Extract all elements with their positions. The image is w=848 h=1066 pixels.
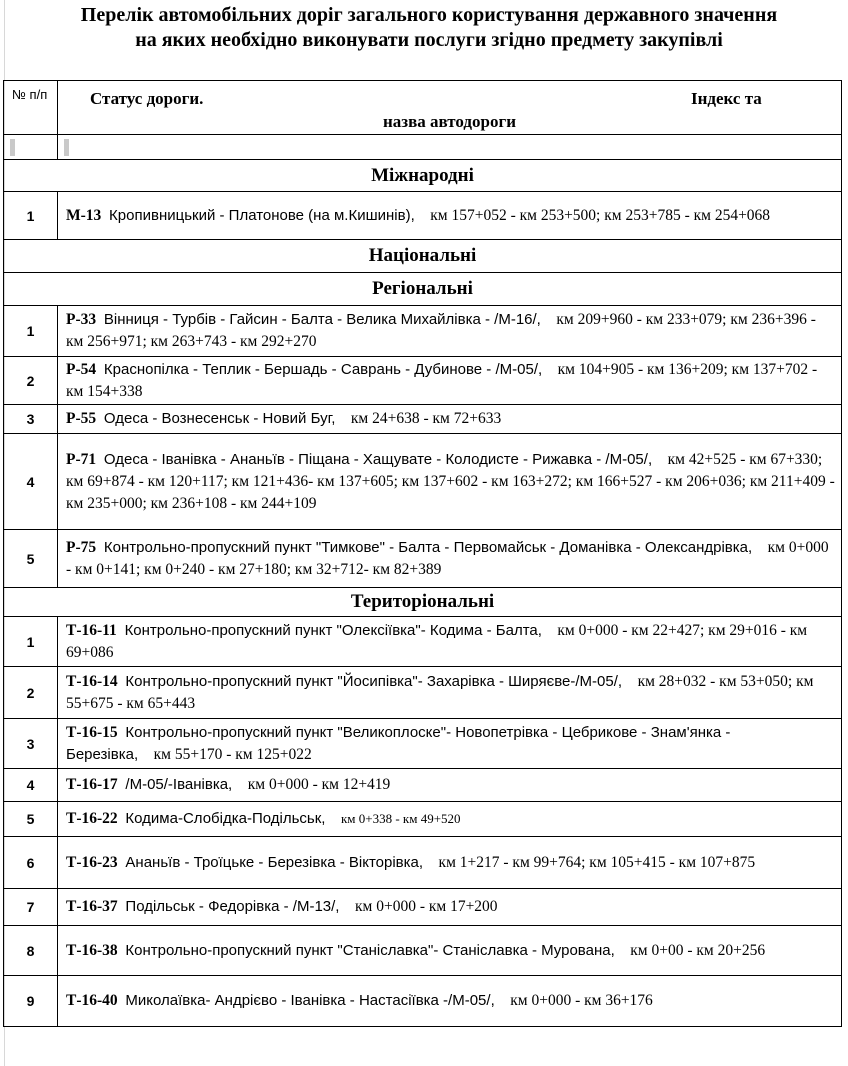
- road-cell: [58, 357, 842, 405]
- road-index: Т-16-17: [66, 776, 118, 793]
- road-route: Контрольно-пропускний пункт "Тимкове" - Балта - Первомайськ - Доманівка - Олександрівка,: [103, 538, 753, 556]
- section-row: [4, 240, 842, 273]
- table-row: [4, 976, 842, 1027]
- row-number: 3: [4, 719, 58, 769]
- road-cell: [58, 192, 842, 240]
- table-row: [4, 667, 842, 719]
- road-route: /М-05/-Іванівка,: [125, 776, 233, 793]
- row-number: 8: [4, 926, 58, 976]
- road-route: Ананьїв - Троїцьке - Березівка - Вікторівка,: [125, 853, 424, 871]
- section-territorial: Територіональні: [4, 588, 842, 617]
- road-route: Кропивницький - Платонове (на м.Кишинів),: [109, 206, 415, 224]
- road-index: Т-16-40: [66, 992, 118, 1009]
- header-name: назва автодороги: [382, 112, 517, 131]
- section-regional: Регіональні: [4, 273, 842, 306]
- road-index: М-13: [66, 206, 102, 224]
- table-header-row: [4, 81, 842, 135]
- road-cell: [58, 889, 842, 926]
- row-number: 1: [4, 192, 58, 240]
- field-marker: [10, 139, 15, 156]
- road-route: Вінниця - Турбів - Гайсин - Балта - Велика Михайлівка - /М-16/,: [103, 311, 541, 328]
- road-cell: [58, 667, 842, 719]
- table-row: [4, 434, 842, 530]
- table-row: [4, 192, 842, 240]
- road-index: Р-54: [66, 360, 97, 378]
- road-route: Подільськ - Федорівка - /М-13/,: [125, 898, 340, 915]
- table-row: [4, 530, 842, 588]
- table-row: [4, 769, 842, 802]
- road-km-range: км 0+000 - км 36+176: [510, 992, 653, 1009]
- road-km-range: км 28+032 - км 53+050; км 55+675 - км 65+443: [66, 672, 814, 712]
- road-index: Т-16-23: [66, 853, 118, 871]
- road-km-range: км 209+960 - км 233+079; км 236+396 - км 256+971; км 263+743 - км 292+270: [66, 311, 816, 350]
- road-index: Р-55: [66, 410, 97, 427]
- road-cell: [58, 926, 842, 976]
- road-cell: [58, 405, 842, 434]
- road-cell: [58, 617, 842, 667]
- regional-roads: [4, 306, 842, 588]
- road-index: Т-16-14: [66, 672, 118, 690]
- road-index: Т-16-15: [66, 723, 118, 741]
- road-index: Т-16-37: [66, 898, 118, 915]
- road-index: Т-16-11: [66, 621, 117, 639]
- row-number: 7: [4, 889, 58, 926]
- road-km-range: км 104+905 - км 136+209; км 137+702 - км 154+338: [66, 360, 818, 400]
- row-number: 4: [4, 434, 58, 530]
- road-cell: [58, 802, 842, 837]
- table-row: [4, 719, 842, 769]
- row-number: 3: [4, 405, 58, 434]
- road-km-range: км 0+00 - км 20+256: [630, 941, 766, 959]
- road-km-range: км 55+170 - км 125+022: [153, 745, 312, 763]
- table-row: [4, 617, 842, 667]
- road-cell: [58, 434, 842, 530]
- row-number: 4: [4, 769, 58, 802]
- header-status: Статус дороги.: [90, 89, 204, 108]
- row-number: 6: [4, 837, 58, 889]
- title-line-1: Перелік автомобільних доріг загального користування державного значення: [80, 4, 778, 26]
- road-cell: [58, 306, 842, 357]
- empty-cell: [58, 135, 842, 160]
- road-km-range: км 0+000 - км 12+419: [247, 776, 391, 793]
- table-row: [4, 405, 842, 434]
- road-cell: [58, 769, 842, 802]
- table-row: [4, 889, 842, 926]
- road-route: Контрольно-пропускний пункт "Великоплоске"- Новопетрівка - Цебрикове - Знам'янка - Березівка,: [66, 723, 731, 763]
- header-number: № п/п: [4, 81, 58, 135]
- field-marker: [64, 139, 69, 156]
- road-route: Одеса - Іванівка - Ананьїв - Піщана - Хащувате - Колодисте - Рижавка - /М-05/,: [103, 450, 653, 468]
- road-index: Т-16-38: [66, 941, 118, 959]
- road-cell: [58, 976, 842, 1027]
- road-index: Р-33: [66, 311, 97, 328]
- road-km-range: км 0+338 - км 49+520: [340, 811, 461, 826]
- road-km-range: км 42+525 - км 67+330; км 69+874 - км 120+117; км 121+436- км 137+605; км 137+602 - км 163+272; км 166+527 - км 206+036; км 211+409 - км 235+000; км 236+108 - км 244+109: [66, 450, 835, 512]
- table-row: [4, 837, 842, 889]
- section-national: Національні: [4, 240, 842, 273]
- table-row: [4, 926, 842, 976]
- section-row: [4, 273, 842, 306]
- row-number: 1: [4, 617, 58, 667]
- road-index: Р-71: [66, 450, 97, 468]
- road-route: Краснопілка - Теплик - Бершадь - Саврань - Дубинове - /М-05/,: [103, 360, 543, 378]
- document-title: [10, 3, 848, 53]
- road-km-range: км 24+638 - км 72+633: [350, 410, 502, 427]
- road-route: Кодима-Слобідка-Подільськ,: [125, 810, 326, 827]
- header-index: Індекс та: [691, 89, 762, 108]
- title-line-2: на яких необхідно виконувати послуги згідно предмету закупівлі: [135, 29, 723, 51]
- row-number: 5: [4, 802, 58, 837]
- road-cell: [58, 719, 842, 769]
- road-km-range: км 0+000 - км 0+141; км 0+240 - км 27+180; км 32+712- км 82+389: [66, 538, 829, 578]
- roads-table: [3, 80, 842, 1027]
- row-number: 9: [4, 976, 58, 1027]
- header-road: [58, 81, 842, 135]
- row-number: 2: [4, 357, 58, 405]
- road-route: Одеса - Вознесенськ - Новий Буг,: [103, 410, 336, 427]
- road-index: Р-75: [66, 538, 97, 556]
- row-number: 5: [4, 530, 58, 588]
- section-row: [4, 588, 842, 617]
- road-route: Контрольно-пропускний пункт "Станіславка"- Станіславка - Мурована,: [125, 941, 615, 959]
- road-index: Т-16-22: [66, 810, 118, 827]
- section-international: Міжнародні: [4, 160, 842, 192]
- section-row: [4, 160, 842, 192]
- road-route: Миколаївка- Андрієво - Іванівка - Настасіївка -/М-05/,: [125, 992, 495, 1009]
- row-number: 2: [4, 667, 58, 719]
- road-route: Контрольно-пропускний пункт "Йосипівка"- Захарівка - Ширяєве-/М-05/,: [125, 672, 623, 690]
- empty-cell: [4, 135, 58, 160]
- road-km-range: км 0+000 - км 17+200: [354, 898, 498, 915]
- territorial-roads: [4, 617, 842, 1027]
- road-km-range: км 0+000 - км 22+427; км 29+016 - км 69+086: [66, 621, 808, 661]
- road-cell: [58, 837, 842, 889]
- empty-row: [4, 135, 842, 160]
- road-route: Контрольно-пропускний пункт "Олексіївка"- Кодима - Балта,: [124, 621, 542, 639]
- table-row: [4, 802, 842, 837]
- international-roads: [4, 192, 842, 240]
- table-row: [4, 357, 842, 405]
- road-km-range: км 1+217 - км 99+764; км 105+415 - км 107+875: [438, 853, 756, 871]
- road-cell: [58, 530, 842, 588]
- table-row: [4, 306, 842, 357]
- row-number: 1: [4, 306, 58, 357]
- road-km-range: км 157+052 - км 253+500; км 253+785 - км 254+068: [430, 206, 771, 224]
